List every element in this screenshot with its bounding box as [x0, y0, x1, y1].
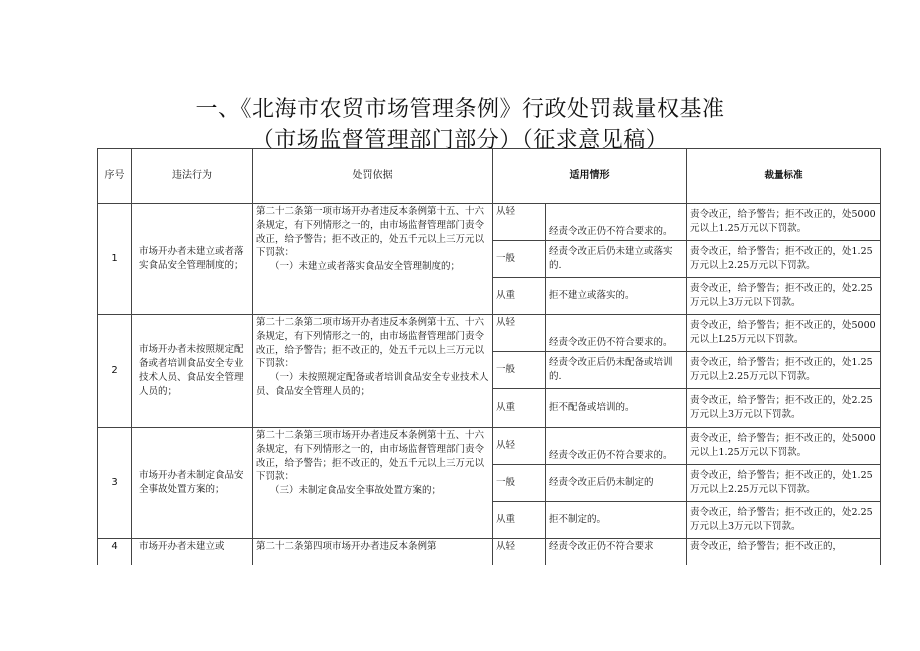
standard-cell: 责令改正，给予警告；拒不改正的，处5000元以上1.25万元以下罚款。	[687, 428, 881, 465]
level-cell: 从重	[493, 502, 546, 539]
row-act	[132, 315, 253, 428]
situation-cell: 经责令改正仍不符合要求的。	[546, 428, 687, 465]
row-act	[132, 539, 253, 566]
standard-cell: 责令改正，给予警告；拒不改正的，处1.25万元以上2.25万元以下罚款。	[687, 241, 881, 278]
row-no: 1	[98, 204, 132, 315]
level-cell: 一般	[493, 352, 546, 389]
basis-item: （三）未制定食品安全事故处置方案的；	[270, 485, 442, 497]
header-no: 序号	[98, 149, 132, 204]
situation-cell: 拒不制定的。	[546, 502, 687, 539]
basis-text: 第二十二条第三项市场开办者违反本条例第十五、十六条规定，有下列情形之一的，由市场监督管理部门责令改正，给予警告；拒不改正的，处五千元以上三万元以下罚款：	[256, 430, 485, 483]
table-row	[98, 539, 881, 566]
penalty-standard-table	[97, 148, 881, 565]
situation-cell: 拒不配备或培训的。	[546, 389, 687, 428]
row-basis: 第二十二条第四项市场开办者违反本条例第	[253, 539, 493, 566]
level-cell: 一般	[493, 241, 546, 278]
table-row	[98, 315, 881, 352]
row-no: 4	[98, 539, 132, 566]
table-row	[98, 204, 881, 241]
basis-text: 第二十二条第一项市场开办者违反本条例第十五、十六条规定，有下列情形之一的，由市场监督管理部门责令改正，给予警告；拒不改正的，处五千元以上三万元以下罚款：	[256, 206, 485, 259]
basis-item: （一）未建立或者落实食品安全管理制度的；	[270, 261, 461, 273]
standard-cell: 责令改正，给予警告；拒不改正的，处2.25万元以上3万元以下罚款。	[687, 278, 881, 315]
act-text: 市场开办者未制定食品安全事故处置方案的；	[139, 470, 244, 495]
situation-cell: 经责令改正仍不符合要求	[546, 539, 687, 566]
row-no: 3	[98, 428, 132, 539]
situation-cell: 拒不建立或落实的。	[546, 278, 687, 315]
document-title-line1: 一、《北海市农贸市场管理条例》行政处罚裁量权基准	[195, 97, 725, 122]
level-cell: 从轻	[493, 428, 546, 465]
standard-cell: 责令改正，给予警告；拒不改正的，处1.25万元以上2.25万元以下罚款。	[687, 465, 881, 502]
act-text: 市场开办者未按照规定配备或者培训食品安全专业技术人员、食品安全管理人员的；	[139, 344, 244, 397]
row-basis	[253, 315, 493, 428]
row-act	[132, 204, 253, 315]
standard-cell: 责令改正，给予警告；拒不改正的，处2.25万元以上3万元以下罚款。	[687, 389, 881, 428]
act-text: 市场开办者未建立或	[139, 541, 225, 552]
header-situation: 适用情形	[493, 149, 687, 204]
row-no: 2	[98, 315, 132, 428]
level-cell: 一般	[493, 465, 546, 502]
act-text: 市场开办者未建立或者落实食品安全管理制度的；	[139, 246, 244, 271]
header-act: 违法行为	[132, 149, 253, 204]
header-basis: 处罚依据	[253, 149, 493, 204]
situation-cell: 经责令改正后仍未配备或培训的.	[546, 352, 687, 389]
document-title-line2: （市场监督管理部门部分）（征求意见稿）	[251, 128, 669, 153]
table-header-row	[98, 149, 881, 204]
standard-cell: 责令改正，给予警告；拒不改正的，处1.25万元以上2.25万元以下罚款。	[687, 352, 881, 389]
basis-item: （一）未按照规定配备或者培训食品安全专业技术人员、食品安全管理人员的；	[256, 372, 489, 397]
level-cell: 从轻	[493, 315, 546, 352]
level-cell: 从轻	[493, 539, 546, 566]
situation-cell: 经责令改正仍不符合要求的。	[546, 204, 687, 241]
situation-cell: 经责令改正后仍未建立或落实的.	[546, 241, 687, 278]
row-basis	[253, 204, 493, 315]
basis-text: 第二十二条第二项市场开办者违反本条例第十五、十六条规定，有下列情形之一的，由市场监督管理部门责令改正，给予警告；拒不改正的，处五千元以上三万元以下罚款：	[256, 317, 485, 370]
header-standard: 裁量标准	[687, 149, 881, 204]
situation-cell: 经责令改正仍不符合要求的。	[546, 315, 687, 352]
standard-cell: 责令改正，给予警告；拒不改正的，处5000元以上L25万元以下罚款。	[687, 315, 881, 352]
level-cell: 从重	[493, 278, 546, 315]
situation-cell: 经责令改正后仍未制定的	[546, 465, 687, 502]
standard-cell: 责令改正，给予警告；拒不改正的，	[687, 539, 881, 566]
level-cell: 从重	[493, 389, 546, 428]
standard-cell: 责令改正，给予警告；拒不改正的，处2.25万元以上3万元以下罚款。	[687, 502, 881, 539]
level-cell: 从轻	[493, 204, 546, 241]
standard-cell: 责令改正，给予警告；拒不改正的，处5000元以上1.25万元以下罚款。	[687, 204, 881, 241]
row-act	[132, 428, 253, 539]
table-row	[98, 428, 881, 465]
row-basis	[253, 428, 493, 539]
